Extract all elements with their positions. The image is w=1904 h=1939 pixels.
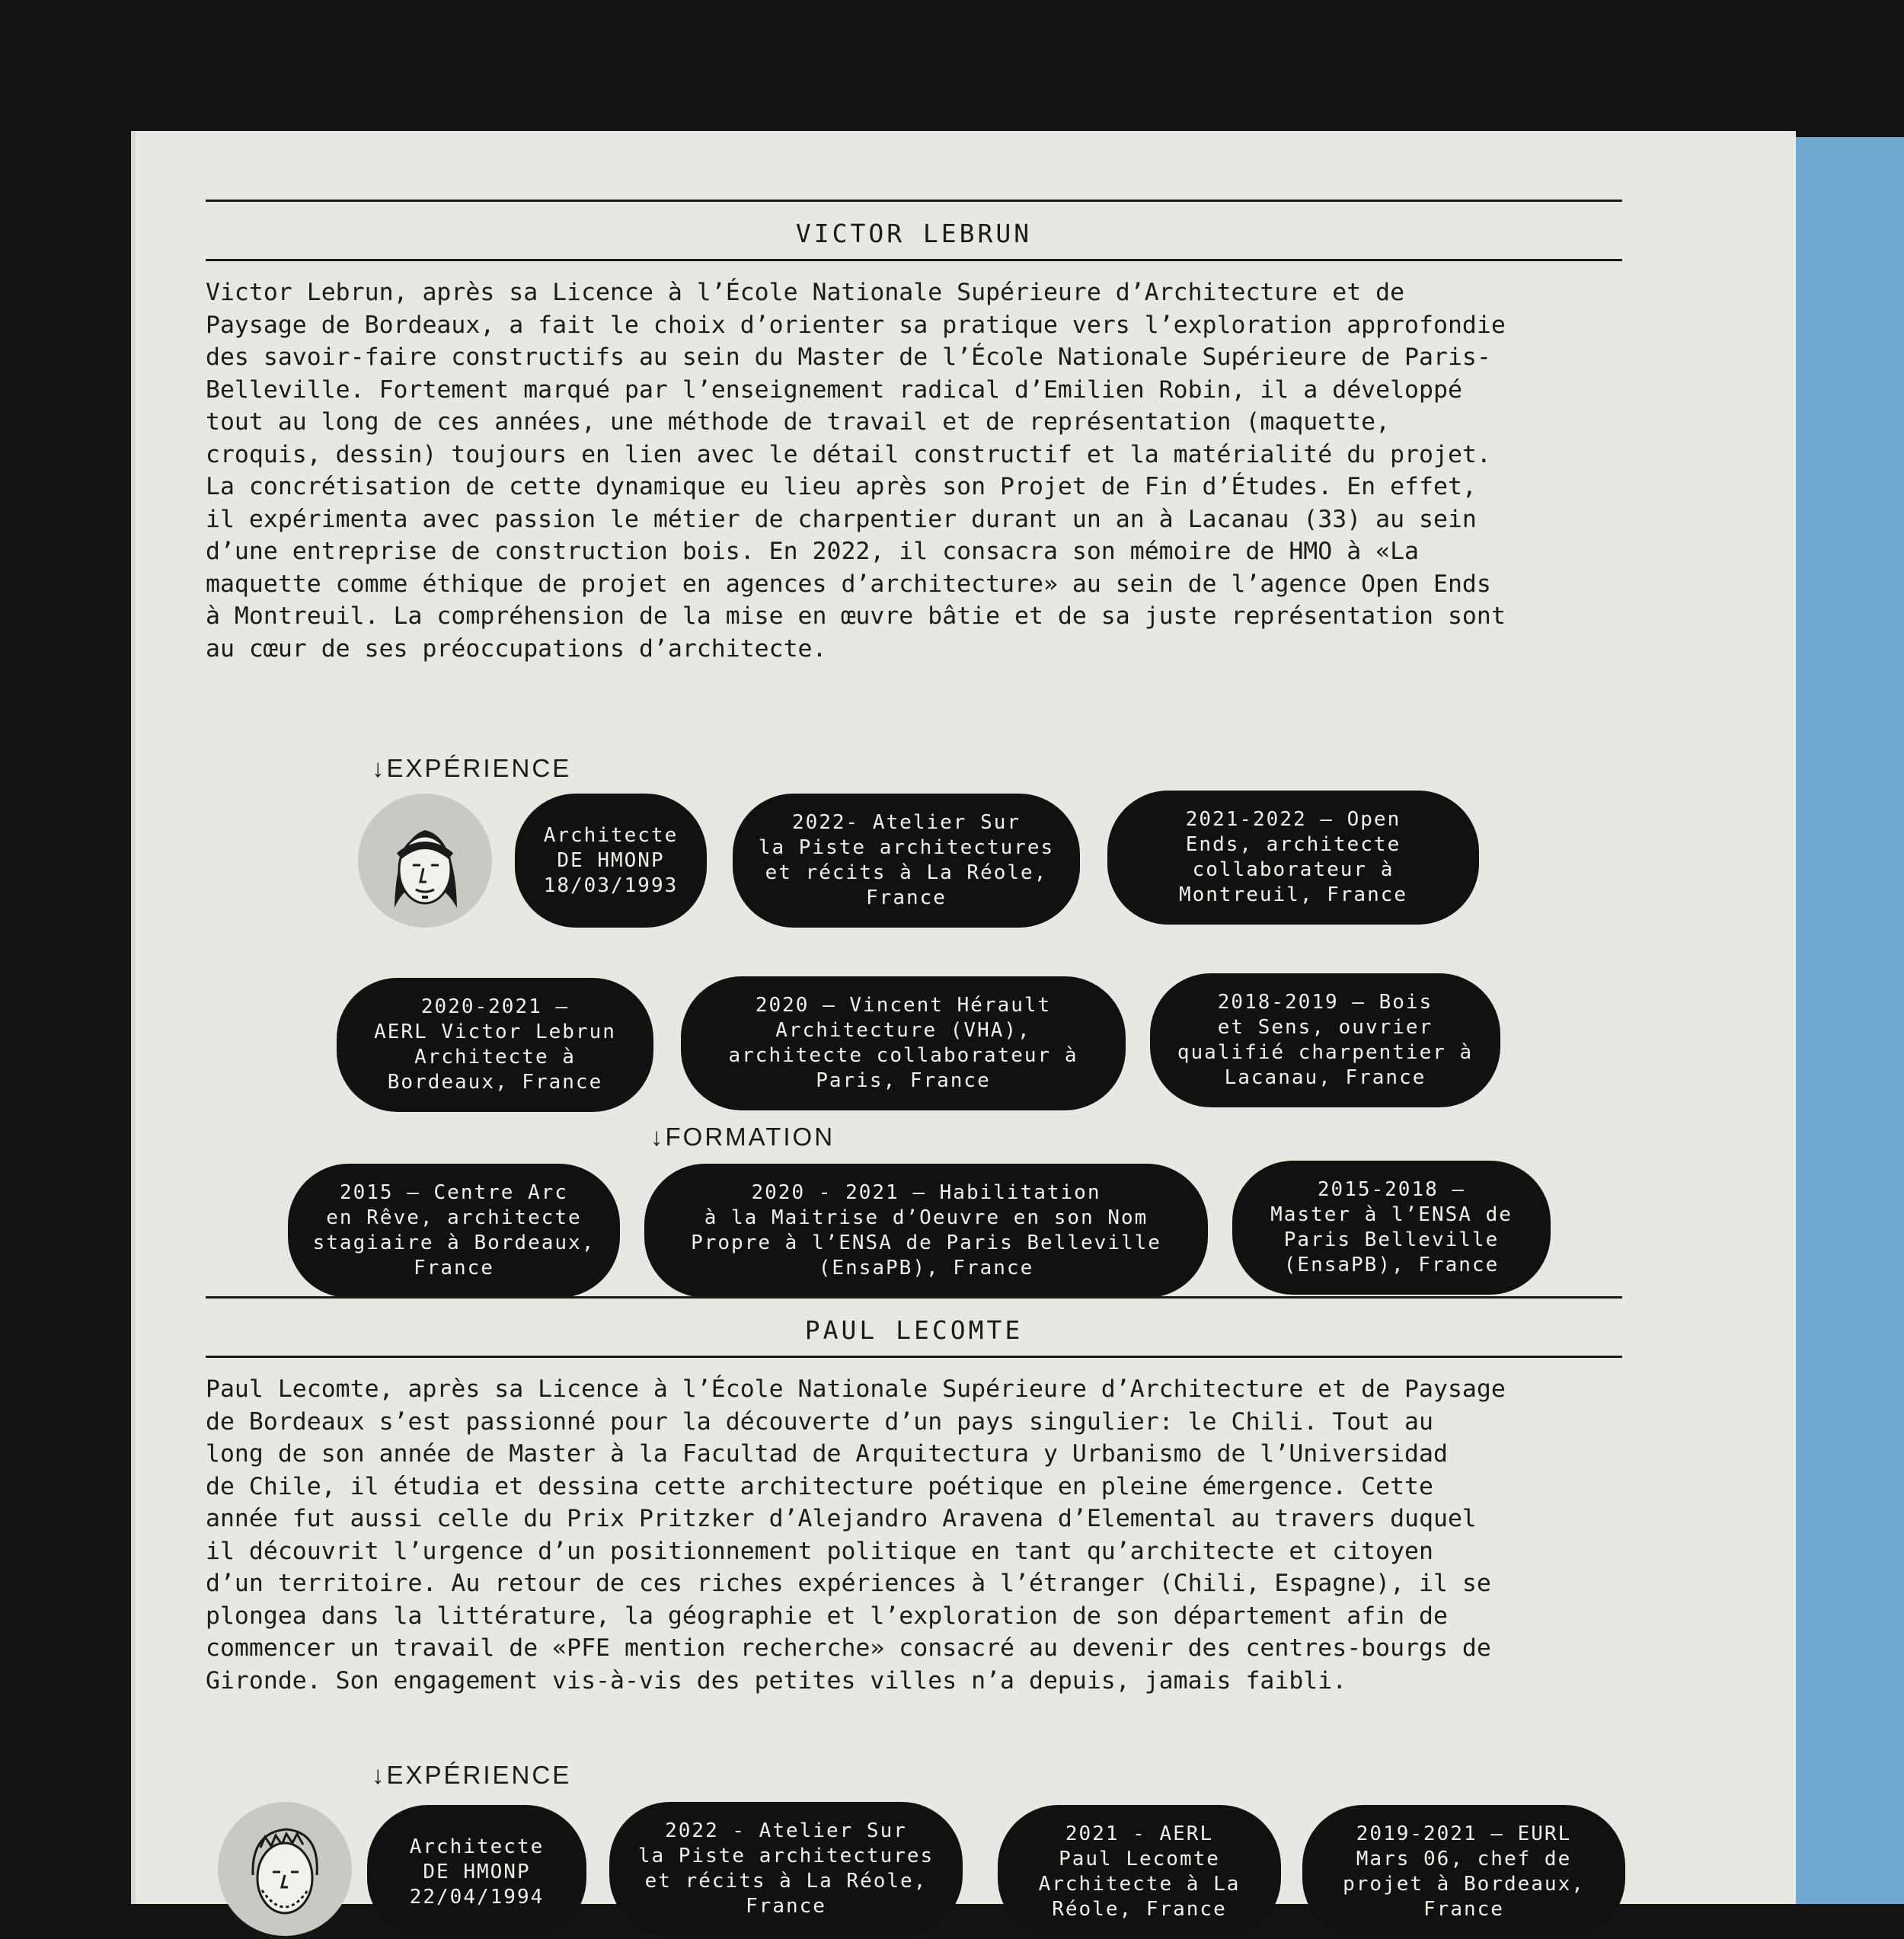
experience-pill: Architecte DE HMONP 22/04/1994 (367, 1805, 586, 1939)
profile-victor (206, 200, 1622, 1281)
experience-pill: 2022 - Atelier Sur la Piste architectures et récits à La Réole, France (609, 1802, 963, 1936)
profile-name: PAUL LECOMTE (804, 1315, 1024, 1345)
profile-name: VICTOR LEBRUN (795, 219, 1033, 248)
profile-paul (206, 1296, 1622, 1921)
experience-pill: 2018-2019 – Bois et Sens, ouvrier qualifié charpentier à Lacanau, France (1150, 973, 1500, 1107)
experience-pill: 2020 – Vincent Hérault Architecture (VHA), architecte collaborateur à Paris, France (681, 976, 1126, 1110)
formation-pill: 2015 – Centre Arc en Rêve, architecte stagiaire à Bordeaux, France (288, 1164, 620, 1298)
formation-pill: 2015-2018 – Master à l’ENSA de Paris Belleville (EnsaPB), France (1232, 1161, 1551, 1295)
experience-label: ↓EXPÉRIENCE (372, 754, 572, 782)
experience-pill: 2022- Atelier Sur la Piste architectures et récits à La Réole, France (733, 794, 1080, 928)
profile-bio: Paul Lecomte, après sa Licence à l’École Nationale Supérieure d’Architecture et de Paysage de Bordeaux s’est passionné pour la découverte d’un pays singulier: le Chili. Tout au long de son année de Master à la Facultad de Arquitectura y Urbanismo de l’Universidad de Chile, il étudia et dessina cette architecture poétique en pleine émergence. Cette année fut aussi celle du Prix Pritzker d’Alejandro Aravena d’Elemental au travers duquel il découvrit l’urgence d’un positionnement politique en tant qu’architecte et citoyen d’un territoire. Au retour de ces riches expériences à l’étranger (Chili, Espagne), il se plongea dans la littérature, la géographie et l’exploration de son département afin de commencer un travail de «PFE mention recherche» consacré au devenir des centres-bourgs de Gironde. Son engagement vis-à-vis des petites villes n’a depuis, jamais faibli. (206, 1375, 1506, 1695)
formation-pill: 2020 - 2021 – Habilitation à la Maitrise d’Oeuvre en son Nom Propre à l’ENSA de Paris Belleville (EnsaPB), France (644, 1164, 1208, 1298)
experience-pill: 2021-2022 – Open Ends, architecte collaborateur à Montreuil, France (1107, 791, 1479, 925)
name-underline (206, 1356, 1622, 1358)
formation-label: ↓FORMATION (650, 1123, 835, 1151)
experience-pill: 2020-2021 – AERL Victor Lebrun Architecte à Bordeaux, France (337, 978, 653, 1112)
experience-label: ↓EXPÉRIENCE (372, 1761, 572, 1789)
experience-pill: 2019-2021 – EURL Mars 06, chef de projet à Bordeaux, France (1302, 1805, 1625, 1939)
experience-pill: Architecte DE HMONP 18/03/1993 (515, 794, 707, 928)
booklet-page (136, 131, 1796, 1921)
bearded-man-portrait-icon (218, 1802, 352, 1936)
name-underline (206, 259, 1622, 261)
profile-bio: Victor Lebrun, après sa Licence à l’École Nationale Supérieure d’Architecture et de Paysage de Bordeaux, a fait le choix d’orienter sa pratique vers l’exploration approfondie des savoir-faire constructifs au sein du Master de l’École Nationale Supérieure de Paris- Belleville. Fortement marqué par l’enseignement radical d’Emilien Robin, il a développé tout au long de ces années, une méthode de travail et de représentation (maquette, croquis, dessin) toujours en lien avec le détail constructif et la matérialité du projet. La concrétisation de cette dynamique eu lieu après son Projet de Fin d’Études. En effet, il expérimenta avec passion le métier de charpentier durant un an à Lacanau (33) au sein d’une entreprise de construction bois. En 2022, il consacra son mémoire de HMO à «La maquette comme éthique de projet en agences d’architecture» au sein de l’agence Open Ends à Montreuil. La compréhension de la mise en œuvre bâtie et de sa juste représentation sont au cœur de ses préoccupations d’architecte. (206, 279, 1506, 663)
page-content (206, 200, 1622, 1921)
man-portrait-icon (358, 794, 492, 928)
experience-pill: 2021 - AERL Paul Lecomte Architecte à La Réole, France (998, 1805, 1281, 1939)
